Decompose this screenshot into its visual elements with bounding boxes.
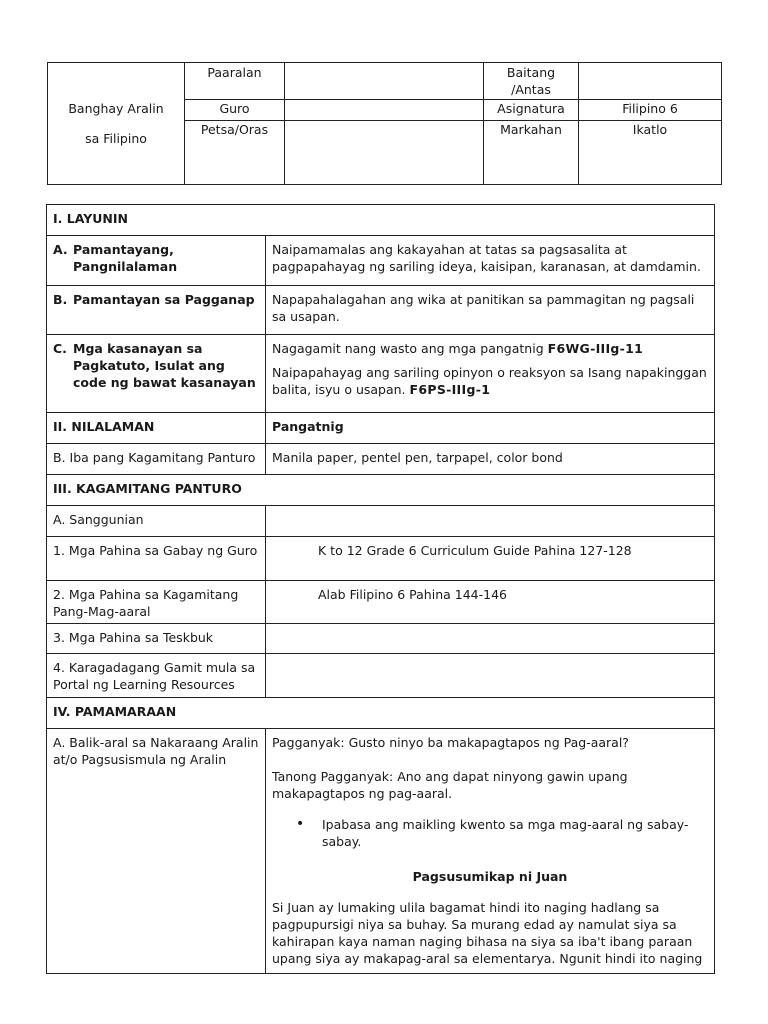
paaralan-label: Paaralan — [185, 63, 285, 100]
markahan-label: Markahan — [484, 121, 579, 185]
bullet-item — [296, 816, 708, 850]
asignatura-value: Filipino 6 — [579, 100, 722, 121]
bullet-icon: • — [296, 816, 305, 832]
portal-value — [266, 654, 715, 698]
pagganyak-text: Pagganyak: Gusto ninyo ba makapagtapos ng Pag-aaral? — [272, 735, 629, 750]
kasanayan-label — [47, 335, 266, 413]
kagamitang-mag-aaral-label: 2. Mga Pahina sa Kagamitang Pang-Mag-aaral — [47, 581, 266, 624]
kasanayan-code-2: F6PS-IIIg-1 — [409, 382, 491, 397]
petsa-value — [285, 121, 484, 185]
teskbuk-label: 3. Mga Pahina sa Teskbuk — [47, 624, 266, 654]
asignatura-label: Asignatura — [484, 100, 579, 121]
kagamitang-mag-aaral-text: Alab Filipino 6 Pahina 144-146 — [318, 587, 507, 602]
item-a-number: A. — [53, 242, 68, 257]
sanggunian-value — [266, 506, 715, 537]
layunin-heading: I. LAYUNIN — [47, 205, 715, 236]
paaralan-value — [285, 63, 484, 100]
title-line-2: sa Filipino — [85, 130, 147, 146]
kasanayan-code-1: F6WG-IIIg-11 — [547, 341, 644, 356]
balik-aral-value — [266, 729, 715, 974]
title-line-1: Banghay Aralin — [68, 100, 164, 116]
story-text: Si Juan ay lumaking ulila bagamat hindi ito naging hadlang sa pagpupursigi niya sa buhay. Sa murang edad ay namulat siya sa kahirapan kaya naman naging bihasa na siya sa iba't ibang paraan upang siya ay makapag-aral sa elementarya. Ngunit hindi ito naging — [272, 900, 703, 966]
pamantayan-pagganap-label — [47, 286, 266, 335]
item-b-text: Pamantayan sa Pagganap — [73, 292, 255, 307]
iba-pang-kagamitan-value: Manila paper, pentel pen, tarpapel, color bond — [266, 444, 715, 475]
lesson-plan-table — [46, 204, 715, 974]
pamantayang-pangnilalaman-value: Naipamamalas ang kakayahan at tatas sa pagsasalita at pagpapahayag ng sariling ideya, kaisipan, karanasan, at damdamin. — [266, 236, 715, 286]
gabay-guro-text: K to 12 Grade 6 Curriculum Guide Pahina 127-128 — [318, 543, 632, 558]
guro-value — [285, 100, 484, 121]
kasanayan-value — [266, 335, 715, 413]
kasanayan-line-2 — [272, 364, 708, 398]
iba-pang-kagamitan-label: B. Iba pang Kagamitang Panturo — [47, 444, 266, 475]
item-c-number: C. — [53, 341, 67, 356]
lesson-plan-title — [48, 63, 185, 185]
guro-label: Guro — [185, 100, 285, 121]
kagamitang-panturo-heading: III. KAGAMITANG PANTURO — [47, 475, 715, 506]
petsa-label: Petsa/Oras — [185, 121, 285, 185]
nilalaman-value: Pangatnig — [266, 413, 715, 444]
item-c-text: Mga kasanayan sa Pagkatuto, Isulat ang code ng bawat kasanayan — [73, 341, 256, 390]
gabay-guro-label: 1. Mga Pahina sa Gabay ng Guro — [47, 537, 266, 581]
kasanayan-text-1: Nagagamit nang wasto ang mga pangatnig — [272, 341, 548, 356]
header-table — [47, 62, 722, 185]
kasanayan-text-2: Naipapahayag ang sariling opinyon o reaksyon sa Isang napakinggan balita, isyu o usapan. — [272, 365, 707, 397]
item-b-number: B. — [53, 292, 68, 307]
baitang-value — [579, 63, 722, 100]
item-a-text: Pamantayang, Pangnilalaman — [73, 242, 178, 274]
sanggunian-label: A. Sanggunian — [47, 506, 266, 537]
portal-label: 4. Karagadagang Gamit mula sa Portal ng Learning Resources — [47, 654, 266, 698]
pamantayang-pangnilalaman-label — [47, 236, 266, 286]
markahan-value: Ikatlo — [579, 121, 722, 185]
teskbuk-value — [266, 624, 715, 654]
pamamaraan-heading: IV. PAMAMARAAN — [47, 698, 715, 729]
pamantayan-pagganap-value: Napapahalagahan ang wika at panitikan sa pammagitan ng pagsali sa usapan. — [266, 286, 715, 335]
nilalaman-heading: II. NILALAMAN — [47, 413, 266, 444]
tanong-pagganyak-text: Tanong Pagganyak: Ano ang dapat ninyong gawin upang makapagtapos ng pag-aaral. — [272, 769, 628, 801]
kagamitang-mag-aaral-value — [266, 581, 715, 624]
kasanayan-line-1 — [272, 340, 708, 357]
story-title: Pagsusumikap ni Juan — [412, 869, 568, 884]
gabay-guro-value — [266, 537, 715, 581]
baitang-label-line2: /Antas — [511, 82, 551, 97]
bullet-text: Ipabasa ang maikling kwento sa mga mag-aaral ng sabay-sabay. — [322, 817, 689, 849]
balik-aral-label: A. Balik-aral sa Nakaraang Aralin at/o Pagsusismula ng Aralin — [47, 729, 266, 974]
baitang-label — [484, 63, 579, 100]
baitang-label-line1: Baitang — [506, 65, 556, 80]
